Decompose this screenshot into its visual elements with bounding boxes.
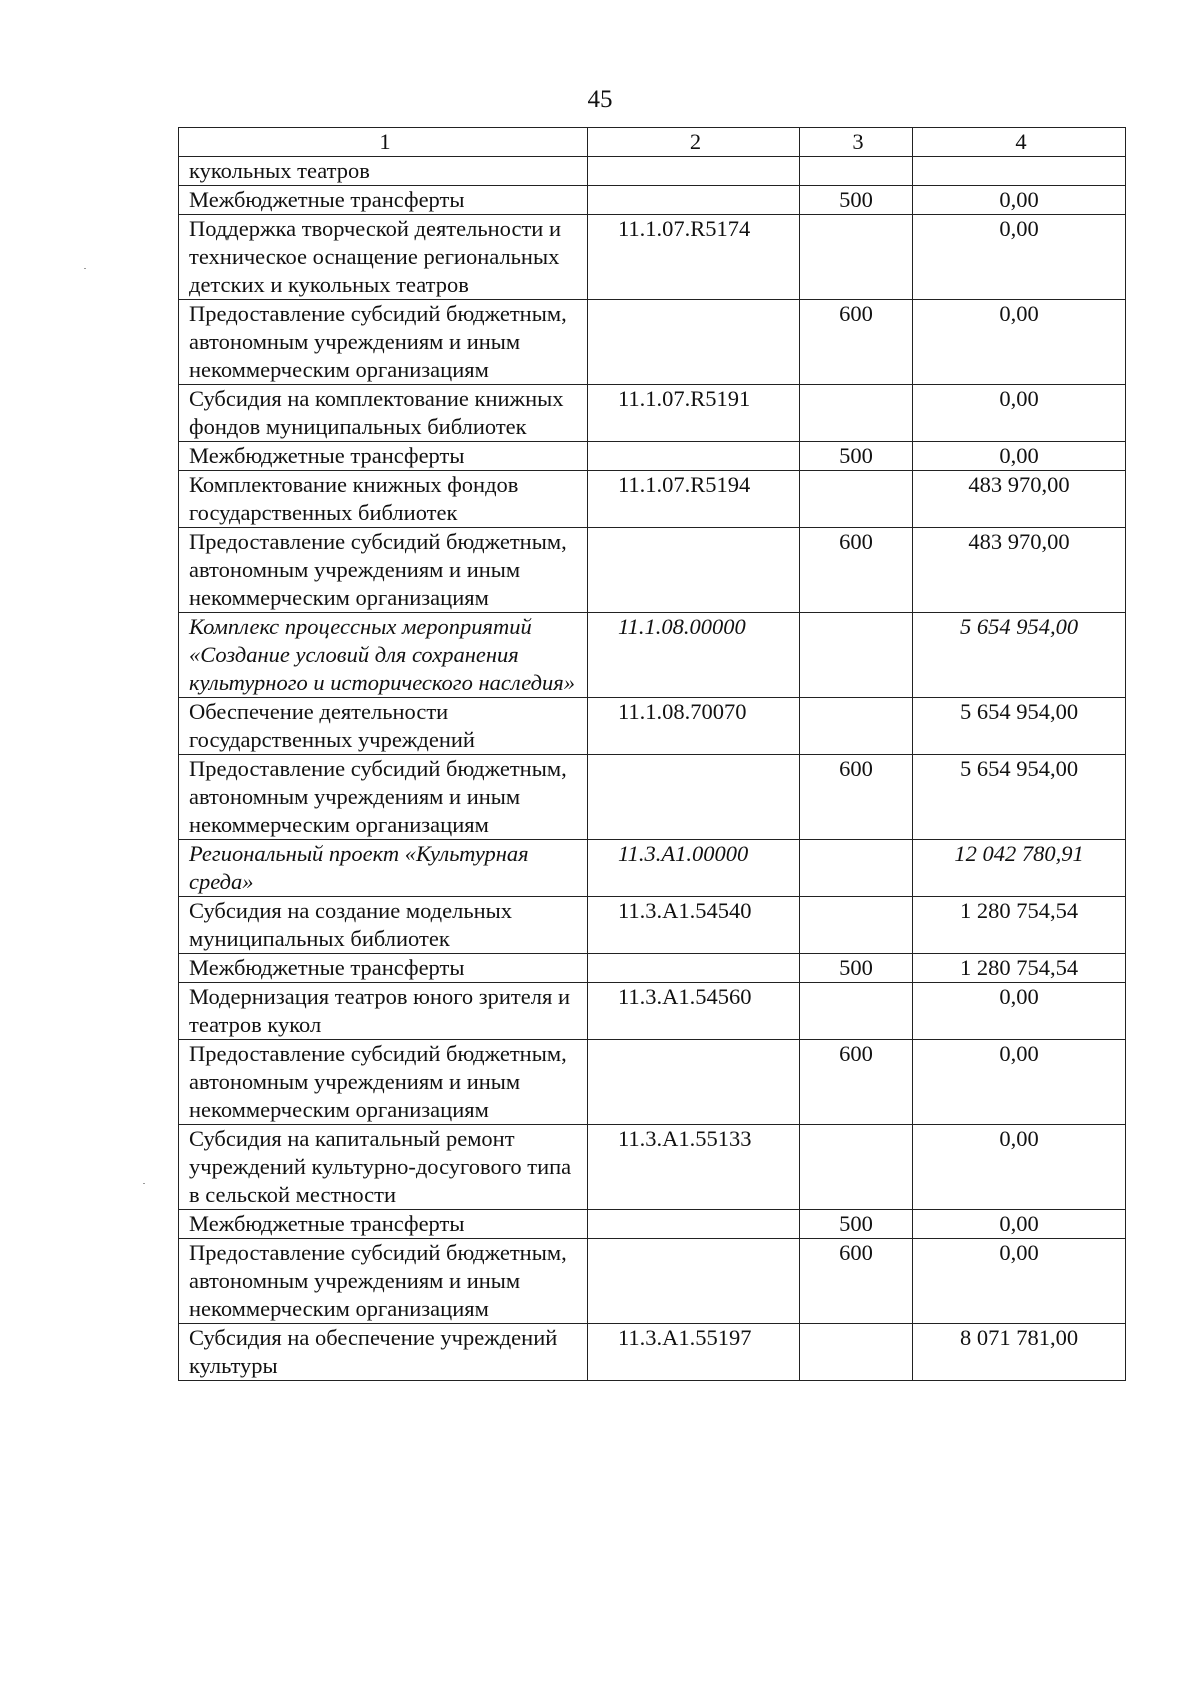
table-row bbox=[179, 983, 1126, 1040]
table-row bbox=[179, 442, 1126, 471]
row-code-cell bbox=[588, 186, 800, 215]
row-name-cell: Предоставление субсидий бюджетным, автономным учреждениям и иным некоммерческим организациям bbox=[179, 300, 588, 385]
row-amount-cell: 0,00 bbox=[913, 1040, 1126, 1125]
row-amount-cell: 8 071 781,00 bbox=[913, 1324, 1126, 1381]
row-name-cell: Предоставление субсидий бюджетным, автономным учреждениям и иным некоммерческим организациям bbox=[179, 1040, 588, 1125]
table-header-row bbox=[179, 128, 1126, 157]
column-header-2: 2 bbox=[588, 128, 800, 157]
row-amount-cell: 1 280 754,54 bbox=[913, 954, 1126, 983]
row-amount-cell: 1 280 754,54 bbox=[913, 897, 1126, 954]
row-code-cell: 11.1.07.R5194 bbox=[588, 471, 800, 528]
row-name-cell: Комплекс процессных мероприятий «Создание условий для сохранения культурного и исторического наследия» bbox=[179, 613, 588, 698]
row-expense-type-cell bbox=[800, 1125, 913, 1210]
row-name-cell: Поддержка творческой деятельности и техническое оснащение региональных детских и кукольных театров bbox=[179, 215, 588, 300]
row-code-cell: 11.1.08.00000 bbox=[588, 613, 800, 698]
table-row bbox=[179, 300, 1126, 385]
row-code-cell: 11.3.A1.00000 bbox=[588, 840, 800, 897]
row-expense-type-cell bbox=[800, 698, 913, 755]
row-expense-type-cell: 600 bbox=[800, 1040, 913, 1125]
row-expense-type-cell: 600 bbox=[800, 300, 913, 385]
row-code-cell: 11.1.07.R5191 bbox=[588, 385, 800, 442]
row-code-cell bbox=[588, 1239, 800, 1324]
table-row bbox=[179, 215, 1126, 300]
column-header-4: 4 bbox=[913, 128, 1126, 157]
row-amount-cell: 0,00 bbox=[913, 442, 1126, 471]
row-expense-type-cell bbox=[800, 215, 913, 300]
column-header-1: 1 bbox=[179, 128, 588, 157]
row-name-cell: Комплектование книжных фондов государственных библиотек bbox=[179, 471, 588, 528]
row-code-cell: 11.1.08.70070 bbox=[588, 698, 800, 755]
row-code-cell: 11.3.A1.55133 bbox=[588, 1125, 800, 1210]
table-row bbox=[179, 1040, 1126, 1125]
row-code-cell bbox=[588, 755, 800, 840]
row-amount-cell: 5 654 954,00 bbox=[913, 755, 1126, 840]
row-code-cell bbox=[588, 1210, 800, 1239]
row-expense-type-cell bbox=[800, 1324, 913, 1381]
table-row bbox=[179, 897, 1126, 954]
row-name-cell: Предоставление субсидий бюджетным, автономным учреждениям и иным некоммерческим организациям bbox=[179, 1239, 588, 1324]
row-name-cell: Межбюджетные трансферты bbox=[179, 442, 588, 471]
column-header-3: 3 bbox=[800, 128, 913, 157]
row-amount-cell: 12 042 780,91 bbox=[913, 840, 1126, 897]
row-code-cell: 11.1.07.R5174 bbox=[588, 215, 800, 300]
row-amount-cell: 0,00 bbox=[913, 983, 1126, 1040]
row-amount-cell bbox=[913, 157, 1126, 186]
row-code-cell bbox=[588, 157, 800, 186]
row-name-cell: Межбюджетные трансферты bbox=[179, 186, 588, 215]
row-expense-type-cell: 600 bbox=[800, 1239, 913, 1324]
row-amount-cell: 0,00 bbox=[913, 385, 1126, 442]
row-name-cell: Субсидия на создание модельных муниципальных библиотек bbox=[179, 897, 588, 954]
row-expense-type-cell: 500 bbox=[800, 442, 913, 471]
budget-table bbox=[178, 127, 1126, 1381]
table-row bbox=[179, 186, 1126, 215]
table-row bbox=[179, 1239, 1126, 1324]
row-amount-cell: 0,00 bbox=[913, 300, 1126, 385]
table-row bbox=[179, 1324, 1126, 1381]
row-amount-cell: 483 970,00 bbox=[913, 471, 1126, 528]
row-expense-type-cell bbox=[800, 471, 913, 528]
row-expense-type-cell bbox=[800, 840, 913, 897]
table-row bbox=[179, 157, 1126, 186]
table-row bbox=[179, 840, 1126, 897]
row-expense-type-cell bbox=[800, 613, 913, 698]
table-row bbox=[179, 528, 1126, 613]
scan-speck bbox=[143, 1183, 145, 1184]
row-expense-type-cell: 600 bbox=[800, 528, 913, 613]
row-code-cell bbox=[588, 442, 800, 471]
row-amount-cell: 5 654 954,00 bbox=[913, 698, 1126, 755]
table-row bbox=[179, 1125, 1126, 1210]
row-name-cell: Субсидия на обеспечение учреждений культуры bbox=[179, 1324, 588, 1381]
row-amount-cell: 0,00 bbox=[913, 186, 1126, 215]
row-code-cell bbox=[588, 954, 800, 983]
row-name-cell: Региональный проект «Культурная среда» bbox=[179, 840, 588, 897]
row-name-cell: Предоставление субсидий бюджетным, автономным учреждениям и иным некоммерческим организациям bbox=[179, 528, 588, 613]
row-name-cell: кукольных театров bbox=[179, 157, 588, 186]
row-code-cell bbox=[588, 1040, 800, 1125]
table-row bbox=[179, 613, 1126, 698]
row-amount-cell: 5 654 954,00 bbox=[913, 613, 1126, 698]
page-number: 45 bbox=[587, 86, 613, 113]
row-expense-type-cell bbox=[800, 385, 913, 442]
row-name-cell: Межбюджетные трансферты bbox=[179, 954, 588, 983]
row-expense-type-cell: 600 bbox=[800, 755, 913, 840]
table-body bbox=[179, 157, 1126, 1381]
table-row bbox=[179, 755, 1126, 840]
row-name-cell: Обеспечение деятельности государственных учреждений bbox=[179, 698, 588, 755]
table-row bbox=[179, 1210, 1126, 1239]
scan-speck bbox=[84, 268, 86, 269]
row-code-cell: 11.3.A1.54540 bbox=[588, 897, 800, 954]
row-amount-cell: 0,00 bbox=[913, 1239, 1126, 1324]
row-expense-type-cell: 500 bbox=[800, 954, 913, 983]
row-expense-type-cell bbox=[800, 157, 913, 186]
row-amount-cell: 483 970,00 bbox=[913, 528, 1126, 613]
row-expense-type-cell: 500 bbox=[800, 186, 913, 215]
row-code-cell: 11.3.A1.55197 bbox=[588, 1324, 800, 1381]
table-row bbox=[179, 954, 1126, 983]
table-row bbox=[179, 698, 1126, 755]
row-name-cell: Субсидия на комплектование книжных фондов муниципальных библиотек bbox=[179, 385, 588, 442]
row-name-cell: Модернизация театров юного зрителя и театров кукол bbox=[179, 983, 588, 1040]
row-expense-type-cell bbox=[800, 897, 913, 954]
row-expense-type-cell: 500 bbox=[800, 1210, 913, 1239]
row-amount-cell: 0,00 bbox=[913, 215, 1126, 300]
row-code-cell bbox=[588, 300, 800, 385]
row-code-cell: 11.3.A1.54560 bbox=[588, 983, 800, 1040]
table-row bbox=[179, 471, 1126, 528]
row-amount-cell: 0,00 bbox=[913, 1210, 1126, 1239]
row-expense-type-cell bbox=[800, 983, 913, 1040]
row-name-cell: Предоставление субсидий бюджетным, автономным учреждениям и иным некоммерческим организациям bbox=[179, 755, 588, 840]
row-code-cell bbox=[588, 528, 800, 613]
row-name-cell: Субсидия на капитальный ремонт учреждений культурно-досугового типа в сельской местности bbox=[179, 1125, 588, 1210]
row-name-cell: Межбюджетные трансферты bbox=[179, 1210, 588, 1239]
row-amount-cell: 0,00 bbox=[913, 1125, 1126, 1210]
table-row bbox=[179, 385, 1126, 442]
